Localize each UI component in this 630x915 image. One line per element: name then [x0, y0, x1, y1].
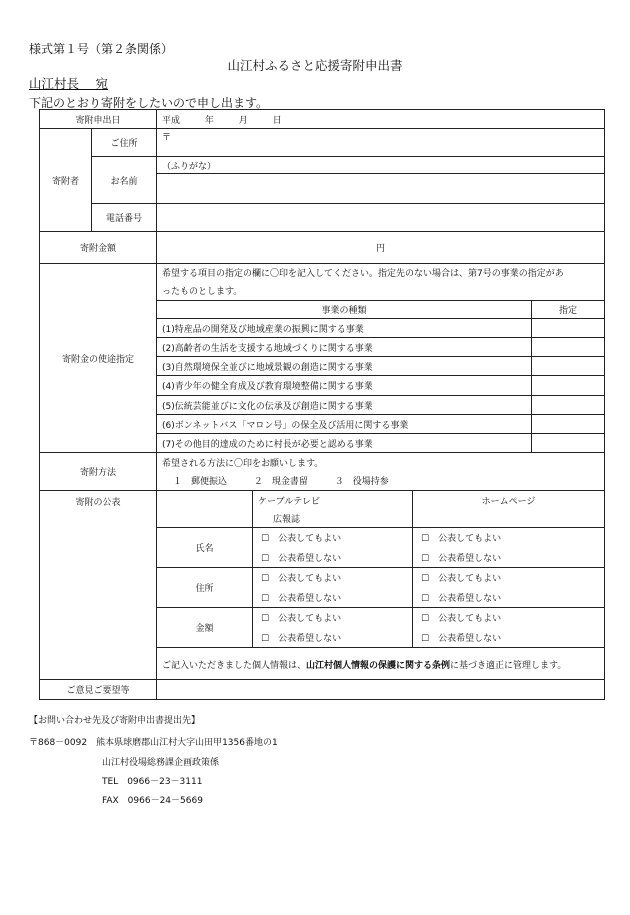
use-instruction-2: ったものとします。: [157, 281, 605, 301]
method-option-registered-mail[interactable]: ２ 現金書留: [253, 477, 308, 488]
publish-row-label-address: 住所: [157, 568, 253, 608]
cable-amount-ok[interactable]: ☐ 公表してもよい: [253, 608, 413, 628]
privacy-ordinance: 山江村個人情報の保護に関する条例: [306, 660, 451, 671]
privacy-suffix: に基づき適正に管理します。: [450, 660, 567, 671]
project-item: (1)特産品の開発及び地域産業の振興に関する事業: [157, 319, 532, 338]
use-instruction-1: 希望する項目の指定の欄に〇印を記入してください。指定先のない場合は、第7号の事業の指定があ: [157, 264, 605, 281]
project-item: (6)ボンネットバス「マロン号」の保全及び活用に関する事業: [157, 415, 532, 434]
contact-tel: TEL 0966－23－3111: [102, 777, 203, 787]
donor-label: 寄附者: [40, 129, 92, 232]
recipient: 山江村長 宛: [29, 76, 108, 91]
web-name-ok[interactable]: ☐ 公表してもよい: [413, 528, 605, 548]
method-options[interactable]: [157, 472, 605, 491]
project-item: (4)青少年の健全育成及び教育環境整備に関する事業: [157, 376, 532, 396]
cable-name-ng[interactable]: ☐ 公表希望しない: [253, 548, 413, 568]
web-address-ok[interactable]: ☐ 公表してもよい: [413, 568, 605, 588]
web-address-ng[interactable]: ☐ 公表希望しない: [413, 588, 605, 608]
name-label: お名前: [92, 157, 157, 204]
method-label: 寄附方法: [40, 453, 157, 491]
web-name-ng[interactable]: ☐ 公表希望しない: [413, 548, 605, 568]
name-field-lower: [157, 189, 605, 204]
date-month: 月: [238, 115, 248, 126]
project-item: (2)高齢者の生活を支援する地域づくりに関する事業: [157, 338, 532, 357]
address-label: ご住所: [92, 129, 157, 157]
method-option-in-person[interactable]: ３ 役場持参: [334, 477, 389, 488]
publish-row-label-name: 氏名: [157, 528, 253, 568]
comments-label: ご意見ご要望等: [40, 680, 157, 700]
designation-cell[interactable]: [532, 338, 605, 357]
cable-amount-ng[interactable]: ☐ 公表希望しない: [253, 628, 413, 648]
privacy-note: [157, 658, 605, 680]
homepage-header: ホームページ: [413, 491, 605, 510]
designation-cell[interactable]: [532, 357, 605, 376]
newsletter-header: 広報誌: [253, 510, 413, 528]
privacy-prefix: ご記入いただきました個人情報は、: [162, 660, 307, 671]
publish-row-label-amount: 金額: [157, 608, 253, 648]
publish-label: 寄附の公表: [40, 491, 157, 680]
contact-address: 〒868－0092 熊本県球磨郡山江村大字山田甲1356番地の1: [29, 738, 278, 748]
date-era: 平成: [162, 115, 181, 126]
contact-fax: FAX 0966－24－5669: [102, 796, 203, 806]
method-option-postal[interactable]: １ 郵便振込: [173, 477, 228, 488]
designation-cell[interactable]: [532, 434, 605, 453]
use-label: 寄附金の使途指定: [40, 264, 157, 453]
intro-text: 下記のとおり寄附をしたいので申し出ます。: [29, 96, 269, 110]
address-field[interactable]: 〒: [157, 129, 605, 157]
publish-spacer: [157, 491, 253, 510]
project-item: (5)伝統芸能並びに文化の伝承及び創造に関する事業: [157, 396, 532, 415]
web-amount-ng[interactable]: ☐ 公表希望しない: [413, 628, 605, 648]
method-instruction: 希望される方法に〇印をお願いします。: [157, 453, 605, 472]
privacy-spacer: [157, 648, 605, 658]
project-header: 事業の種類: [157, 301, 532, 319]
date-field[interactable]: [157, 110, 605, 129]
cable-name-ok[interactable]: ☐ 公表してもよい: [253, 528, 413, 548]
contact-office: 山江村役場総務課企画政策係: [102, 758, 220, 768]
date-year: 年: [204, 115, 214, 126]
project-item: (3)自然環境保全並びに地域景観の創造に関する事業: [157, 357, 532, 376]
cable-address-ok[interactable]: ☐ 公表してもよい: [253, 568, 413, 588]
form-number: 様式第１号（第２条関係）: [29, 42, 174, 56]
designation-header: 指定: [532, 301, 605, 319]
cable-tv-header: ケーブルテレビ: [253, 491, 413, 510]
name-field[interactable]: [157, 174, 605, 189]
phone-field[interactable]: [157, 204, 605, 232]
web-amount-ok[interactable]: ☐ 公表してもよい: [413, 608, 605, 628]
homepage-header-lower: [413, 510, 605, 528]
furigana-field[interactable]: （ふりがな）: [157, 157, 605, 174]
date-day: 日: [272, 115, 282, 126]
publish-spacer: [157, 510, 253, 528]
page-title: 山江村ふるさと応援寄附申出書: [227, 58, 403, 73]
phone-label: 電話番号: [92, 204, 157, 232]
project-item: (7)その他目的達成のために村長が必要と認める事業: [157, 434, 532, 453]
designation-cell[interactable]: [532, 396, 605, 415]
contact-heading: 【お問い合わせ先及び寄附申出書提出先】: [29, 716, 201, 726]
cable-address-ng[interactable]: ☐ 公表希望しない: [253, 588, 413, 608]
amount-field[interactable]: 円: [157, 232, 605, 264]
comments-field[interactable]: [157, 680, 605, 700]
designation-cell[interactable]: [532, 319, 605, 338]
date-label: 寄附申出日: [40, 110, 157, 129]
designation-cell[interactable]: [532, 376, 605, 396]
donation-form-table: [39, 109, 605, 700]
amount-label: 寄附金額: [40, 232, 157, 264]
designation-cell[interactable]: [532, 415, 605, 434]
